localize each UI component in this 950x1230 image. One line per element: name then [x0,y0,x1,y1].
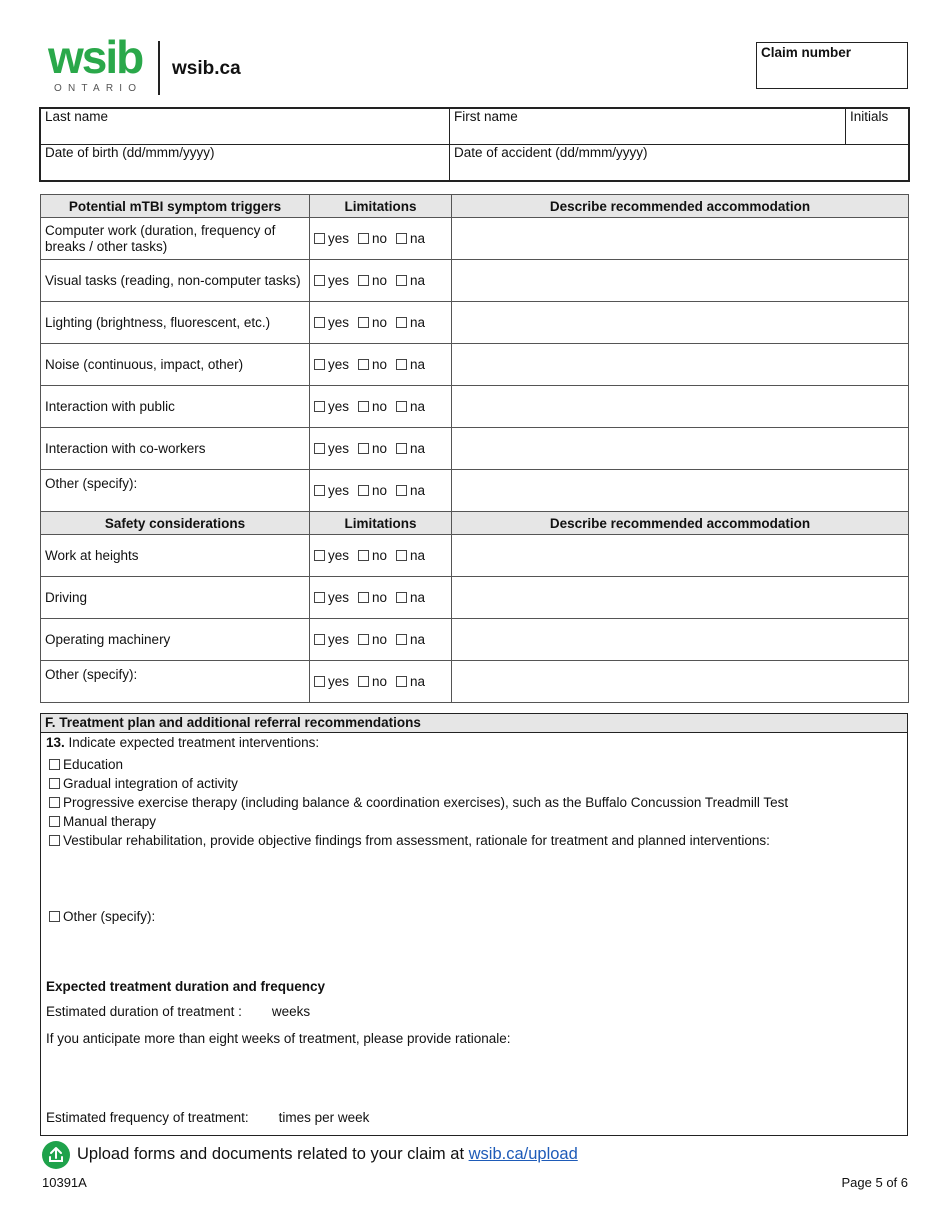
intervention-label: Progressive exercise therapy (including balance & coordination exercises), such as the Buffalo Concussion Treadmill Test [63,795,789,810]
na-checkbox[interactable] [396,634,407,645]
yes-checkbox[interactable] [314,443,325,454]
option-yes[interactable] [314,315,349,330]
na-label: na [410,631,426,647]
claim-number-label: Claim number [761,45,852,60]
yes-checkbox[interactable] [314,359,325,370]
yes-checkbox[interactable] [314,401,325,412]
trigger-row [41,302,909,344]
yes-checkbox[interactable] [314,550,325,561]
option-no[interactable] [358,399,387,414]
upload-text: Upload forms and documents related to your claim at [77,1145,469,1163]
option-yes[interactable] [314,590,349,605]
form-number: 10391A [42,1175,87,1190]
option-na[interactable] [396,231,425,246]
no-label: no [372,272,388,288]
intervention-checkbox[interactable] [49,759,60,770]
yes-label: yes [328,440,350,456]
logo-subtitle: ONTARIO [54,83,143,94]
intervention-checkbox[interactable] [49,778,60,789]
yes-label: yes [328,398,350,414]
question-13-text: Indicate expected treatment interventions: [64,735,320,750]
no-label: no [372,314,388,330]
na-label: na [410,314,426,330]
date-of-birth-label: Date of birth (dd/mmm/yyyy) [45,145,215,160]
na-label: na [410,440,426,456]
yes-label: yes [328,589,350,605]
first-name-field[interactable] [450,109,846,145]
upload-icon [42,1141,70,1169]
date-of-accident-label: Date of accident (dd/mmm/yyyy) [454,145,648,160]
yes-checkbox[interactable] [314,233,325,244]
yes-label: yes [328,272,350,288]
trigger-row [41,386,909,428]
na-label: na [410,589,426,605]
option-na[interactable] [396,273,425,288]
no-label: no [372,440,388,456]
na-label: na [410,673,426,689]
option-yes[interactable] [314,548,349,563]
intervention-option[interactable] [49,757,123,772]
last-name-field[interactable] [41,109,450,145]
na-label: na [410,482,426,498]
no-label: no [372,547,388,563]
no-checkbox[interactable] [358,634,369,645]
upload-link[interactable]: wsib.ca/upload [468,1145,578,1163]
triggers-column-header: Potential mTBI symptom triggers [41,195,310,218]
option-na[interactable] [396,399,425,414]
no-checkbox[interactable] [358,317,369,328]
no-checkbox[interactable] [358,275,369,286]
no-checkbox[interactable] [358,485,369,496]
trigger-row [41,470,909,512]
option-na[interactable] [396,590,425,605]
question-13 [46,735,319,750]
intervention-label: Other (specify): [63,909,156,924]
site-name: wsib.ca [172,58,241,79]
frequency-line [46,1110,369,1125]
yes-label: yes [328,230,350,246]
no-label: no [372,356,388,372]
duration-unit: weeks [271,1004,311,1019]
yes-checkbox[interactable] [314,592,325,603]
safety-accommodation-field[interactable] [452,535,909,577]
na-label: na [410,356,426,372]
yes-checkbox[interactable] [314,634,325,645]
trigger-accommodation-field[interactable] [452,344,909,386]
option-yes[interactable] [314,399,349,414]
yes-label: yes [328,356,350,372]
initials-field[interactable] [846,109,909,145]
trigger-accommodation-field[interactable] [452,218,909,260]
safety-column-header: Safety considerations [41,512,310,535]
trigger-label: Visual tasks (reading, non-computer tasks) [41,260,310,302]
option-na[interactable] [396,632,425,647]
first-name-label: First name [454,109,518,124]
yes-checkbox[interactable] [314,275,325,286]
na-checkbox[interactable] [396,275,407,286]
safety-label: Operating machinery [41,619,310,661]
na-checkbox[interactable] [396,592,407,603]
safety-limitations-3 [310,661,452,703]
trigger-limitations-4 [310,386,452,428]
trigger-label: Interaction with public [41,386,310,428]
yes-checkbox[interactable] [314,317,325,328]
na-checkbox[interactable] [396,676,407,687]
intervention-option[interactable] [49,814,156,829]
option-no[interactable] [358,590,387,605]
no-checkbox[interactable] [358,550,369,561]
intervention-label: Gradual integration of activity [63,776,238,791]
trigger-limitations-5 [310,428,452,470]
intervention-checkbox[interactable] [49,816,60,827]
option-yes[interactable] [314,273,349,288]
duration-label: Estimated duration of treatment : [46,1004,242,1019]
upload-message [77,1145,578,1164]
safety-accommodation-field[interactable] [452,577,909,619]
safety-limitations-2 [310,619,452,661]
trigger-limitations-2 [310,302,452,344]
option-yes[interactable] [314,674,349,689]
trigger-label: Computer work (duration, frequency of breaks / other tasks) [41,218,310,260]
na-checkbox[interactable] [396,485,407,496]
na-checkbox[interactable] [396,233,407,244]
no-checkbox[interactable] [358,233,369,244]
date-of-accident-field[interactable] [450,145,909,181]
option-no[interactable] [358,273,387,288]
no-checkbox[interactable] [358,359,369,370]
trigger-limitations-1 [310,260,452,302]
trigger-label: Other (specify): [41,470,310,512]
accommodation-table [40,194,909,703]
logo-wordmark: wsib [48,31,143,83]
na-label: na [410,547,426,563]
trigger-label: Interaction with co-workers [41,428,310,470]
na-checkbox[interactable] [396,401,407,412]
date-of-birth-field[interactable] [41,145,450,181]
intervention-option[interactable] [49,833,770,848]
option-no[interactable] [358,632,387,647]
option-yes[interactable] [314,441,349,456]
trigger-accommodation-field[interactable] [452,302,909,344]
na-checkbox[interactable] [396,550,407,561]
safety-row [41,661,909,703]
safety-row [41,577,909,619]
yes-checkbox[interactable] [314,676,325,687]
na-checkbox[interactable] [396,317,407,328]
no-label: no [372,230,388,246]
option-no[interactable] [358,231,387,246]
option-na[interactable] [396,674,425,689]
wsib-logo [48,31,152,98]
page-number: Page 5 of 6 [841,1175,908,1190]
safety-label: Other (specify): [41,661,310,703]
trigger-accommodation-field[interactable] [452,428,909,470]
intervention-checkbox[interactable] [49,911,60,922]
trigger-limitations-3 [310,344,452,386]
option-na[interactable] [396,548,425,563]
trigger-accommodation-field[interactable] [452,260,909,302]
frequency-label: Estimated frequency of treatment: [46,1110,249,1125]
trigger-row [41,218,909,260]
no-label: no [372,482,388,498]
trigger-row [41,344,909,386]
duration-heading: Expected treatment duration and frequency [46,979,326,994]
yes-checkbox[interactable] [314,485,325,496]
limitations-column-header: Limitations [310,195,452,218]
intervention-option[interactable] [49,909,155,924]
safety-limitations-1 [310,577,452,619]
no-checkbox[interactable] [358,401,369,412]
yes-label: yes [328,631,350,647]
yes-label: yes [328,547,350,563]
na-label: na [410,272,426,288]
no-checkbox[interactable] [358,592,369,603]
duration-line [46,1004,310,1019]
na-checkbox[interactable] [396,443,407,454]
safety-label: Work at heights [41,535,310,577]
option-yes[interactable] [314,357,349,372]
option-na[interactable] [396,441,425,456]
option-no[interactable] [358,441,387,456]
safety-limitations-0 [310,535,452,577]
section-f-treatment-plan [40,713,908,1136]
na-label: na [410,398,426,414]
intervention-option[interactable] [49,795,788,810]
safety-accommodation-column-header: Describe recommended accommodation [452,512,909,535]
identity-table [40,108,909,181]
safety-row [41,535,909,577]
safety-limitations-column-header: Limitations [310,512,452,535]
initials-label: Initials [850,109,889,124]
option-no[interactable] [358,357,387,372]
intervention-label: Manual therapy [63,814,157,829]
option-na[interactable] [396,483,425,498]
no-checkbox[interactable] [358,443,369,454]
safety-accommodation-field[interactable] [452,661,909,703]
claim-number-field[interactable] [756,42,908,89]
option-yes[interactable] [314,483,349,498]
intervention-option[interactable] [49,776,238,791]
na-checkbox[interactable] [396,359,407,370]
last-name-label: Last name [45,109,109,124]
yes-label: yes [328,673,350,689]
safety-accommodation-field[interactable] [452,619,909,661]
option-no[interactable] [358,483,387,498]
na-label: na [410,230,426,246]
option-no[interactable] [358,674,387,689]
accommodation-column-header: Describe recommended accommodation [452,195,909,218]
option-na[interactable] [396,357,425,372]
trigger-accommodation-field[interactable] [452,386,909,428]
option-no[interactable] [358,315,387,330]
section-f-title: F. Treatment plan and additional referral recommendations [41,714,907,733]
question-13-number: 13. [46,735,65,750]
option-yes[interactable] [314,632,349,647]
trigger-label: Noise (continuous, impact, other) [41,344,310,386]
intervention-checkbox[interactable] [49,835,60,846]
option-na[interactable] [396,315,425,330]
no-label: no [372,589,388,605]
trigger-row [41,260,909,302]
option-yes[interactable] [314,231,349,246]
intervention-checkbox[interactable] [49,797,60,808]
no-label: no [372,631,388,647]
safety-label: Driving [41,577,310,619]
trigger-row [41,428,909,470]
no-checkbox[interactable] [358,676,369,687]
trigger-label: Lighting (brightness, fluorescent, etc.) [41,302,310,344]
header-divider [158,41,160,95]
no-label: no [372,673,388,689]
safety-row [41,619,909,661]
option-no[interactable] [358,548,387,563]
trigger-limitations-6 [310,470,452,512]
intervention-label: Education [63,757,124,772]
trigger-accommodation-field[interactable] [452,470,909,512]
trigger-limitations-0 [310,218,452,260]
yes-label: yes [328,314,350,330]
rationale-label: If you anticipate more than eight weeks of treatment, please provide rationale: [46,1031,511,1046]
no-label: no [372,398,388,414]
frequency-unit: times per week [278,1110,370,1125]
yes-label: yes [328,482,350,498]
intervention-label: Vestibular rehabilitation, provide objective findings from assessment, rationale for treatment and planned interventions: [63,833,770,848]
